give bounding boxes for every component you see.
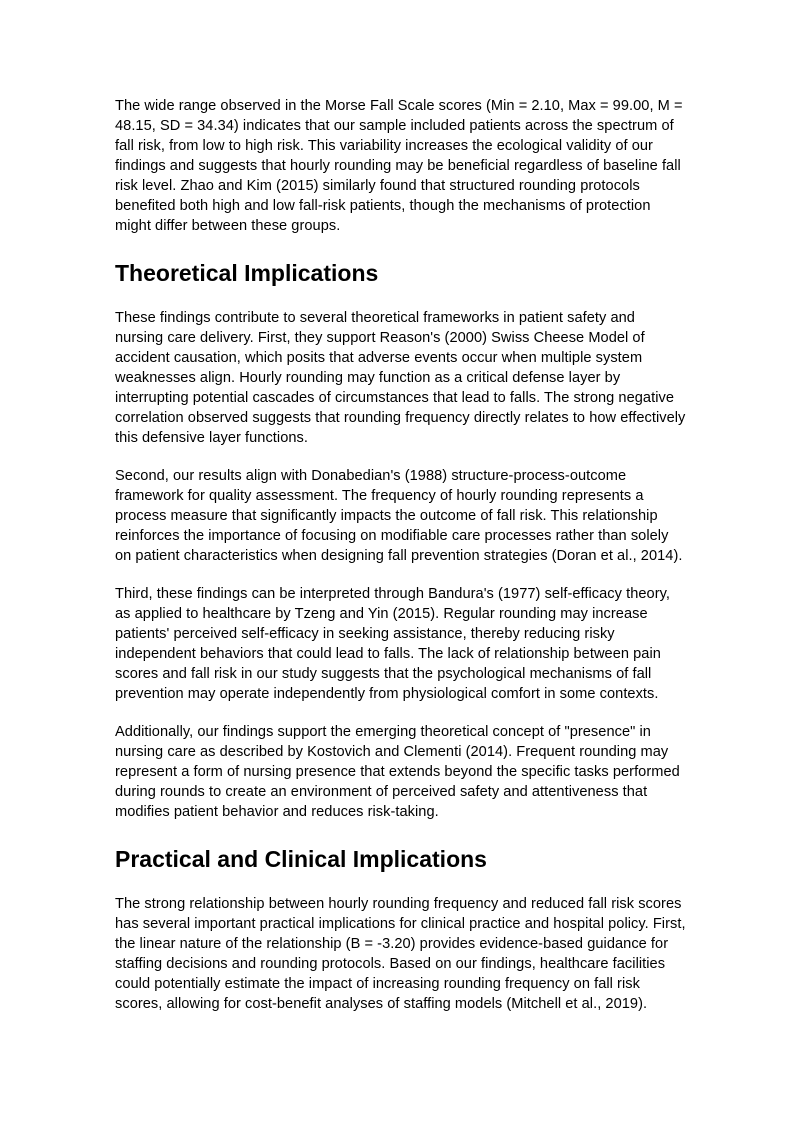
body-paragraph: Third, these findings can be interpreted through Bandura's (1977) self-efficacy theory, as applied to healthcare by Tzeng and Yin (2015). Regular rounding may increase patients' perceived self-efficacy in seeking assistance, thereby reducing risky independent behaviors that could lead to falls. The lack of relationship between pain scores and fall risk in our study suggests that the psychological mechanisms of fall prevention may operate independently from physiological comfort in some contexts.: [115, 586, 670, 702]
body-paragraph: Additionally, our findings support the emerging theoretical concept of "presence" in nursing care as described by Kostovich and Clementi (2014). Frequent rounding may represent a form of nursing presence that extends beyond the specific tasks performed during rounds to create an environment of perceived safety and attentiveness that modifies patient behavior and reduces risk-taking.: [115, 724, 680, 820]
intro-paragraph: The wide range observed in the Morse Fall Scale scores (Min = 2.10, Max = 99.00, M = 48.15, SD = 34.34) indicates that our sample included patients across the spectrum of fall risk, from low to high risk. This variability increases the ecological validity of our findings and suggests that hourly rounding may be beneficial regardless of baseline fall risk level. Zhao and Kim (2015) similarly found that structured rounding protocols benefited both high and low fall-risk patients, though the mechanisms of protection might differ between these groups.: [115, 98, 683, 234]
section-heading-theoretical-implications: Theoretical Implications: [115, 260, 379, 286]
body-paragraph: Second, our results align with Donabedian's (1988) structure-process-outcome framework for quality assessment. The frequency of hourly rounding represents a process measure that significantly impacts the outcome of fall risk. This relationship reinforces the importance of focusing on modifiable care processes rather than solely on patient characteristics when designing fall prevention strategies (Doran et al., 2014).: [115, 468, 683, 564]
document-page: [115, 96, 687, 1032]
body-paragraph: These findings contribute to several theoretical frameworks in patient safety and nursing care delivery. First, they support Reason's (2000) Swiss Cheese Model of accident causation, which posits that adverse events occur when multiple system weaknesses align. Hourly rounding may function as a critical defense layer by interrupting potential cascades of circumstances that lead to falls. The strong negative correlation observed suggests that rounding frequency directly relates to how effectively this defensive layer functions.: [115, 310, 686, 446]
section-heading-practical-clinical-implications: Practical and Clinical Implications: [115, 846, 487, 872]
body-paragraph: The strong relationship between hourly rounding frequency and reduced fall risk scores has several important practical implications for clinical practice and hospital policy. First, the linear nature of the relationship (B = -3.20) provides evidence-based guidance for staffing decisions and rounding protocols. Based on our findings, healthcare facilities could potentially estimate the impact of increasing rounding frequency on fall risk scores, allowing for cost-benefit analyses of staffing models (Mitchell et al., 2019).: [115, 896, 686, 1012]
